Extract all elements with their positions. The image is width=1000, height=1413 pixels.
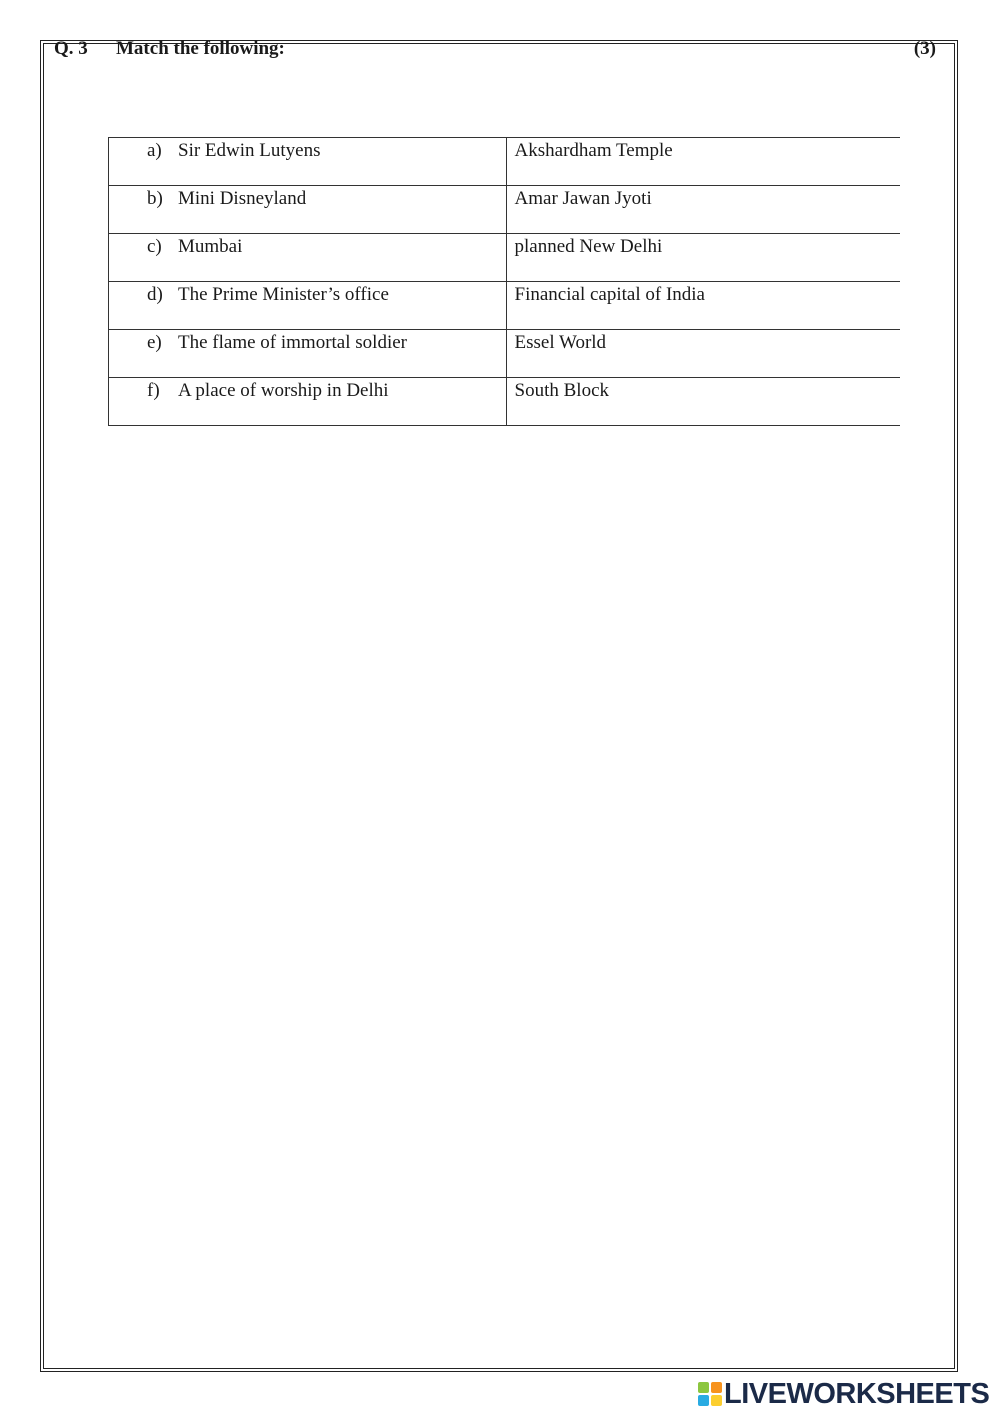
liveworksheets-logo [698, 1378, 989, 1410]
right-item-text: Amar Jawan Jyoti [514, 188, 652, 209]
left-cell [109, 330, 507, 378]
right-cell [506, 330, 900, 378]
right-item-text: Akshardham Temple [514, 140, 673, 161]
right-cell [506, 138, 900, 186]
item-letter: f) [147, 380, 160, 401]
right-item-text: Essel World [514, 332, 607, 353]
item-letter: b) [147, 188, 163, 209]
match-table [108, 137, 900, 426]
right-cell [506, 234, 900, 282]
right-cell [506, 186, 900, 234]
question-marks: (3) [913, 38, 936, 59]
right-item-text: Financial capital of India [514, 284, 705, 305]
item-letter: c) [147, 236, 162, 257]
left-cell [109, 186, 507, 234]
table-row [109, 330, 901, 378]
logo-text: LIVEWORKSHEETS [724, 1377, 990, 1410]
logo-square-blue [698, 1395, 709, 1406]
table-row [109, 378, 901, 426]
right-item-text: South Block [514, 380, 610, 401]
table-row [109, 186, 901, 234]
left-cell [109, 234, 507, 282]
left-item-text: A place of worship in Delhi [178, 380, 389, 401]
liveworksheets-logo-icon [698, 1382, 722, 1406]
left-item-text: Mini Disneyland [178, 188, 307, 209]
right-cell [506, 282, 900, 330]
table-row [109, 138, 901, 186]
logo-square-green [698, 1382, 709, 1393]
right-item-text: planned New Delhi [514, 236, 663, 257]
left-item-text: The Prime Minister’s office [178, 284, 389, 305]
left-item-text: The flame of immortal soldier [178, 332, 407, 353]
left-cell [109, 282, 507, 330]
left-cell [109, 138, 507, 186]
table-row [109, 234, 901, 282]
right-cell [506, 378, 900, 426]
table-row [109, 282, 901, 330]
question-title: Match the following: [116, 38, 285, 59]
item-letter: d) [147, 284, 163, 305]
question-number: Q. 3 [54, 38, 88, 59]
logo-square-orange [711, 1382, 722, 1393]
item-letter: e) [147, 332, 162, 353]
left-item-text: Mumbai [178, 236, 243, 257]
left-item-text: Sir Edwin Lutyens [178, 140, 321, 161]
left-cell [109, 378, 507, 426]
question-header [54, 36, 938, 62]
item-letter: a) [147, 140, 162, 161]
logo-square-yellow [711, 1395, 722, 1406]
